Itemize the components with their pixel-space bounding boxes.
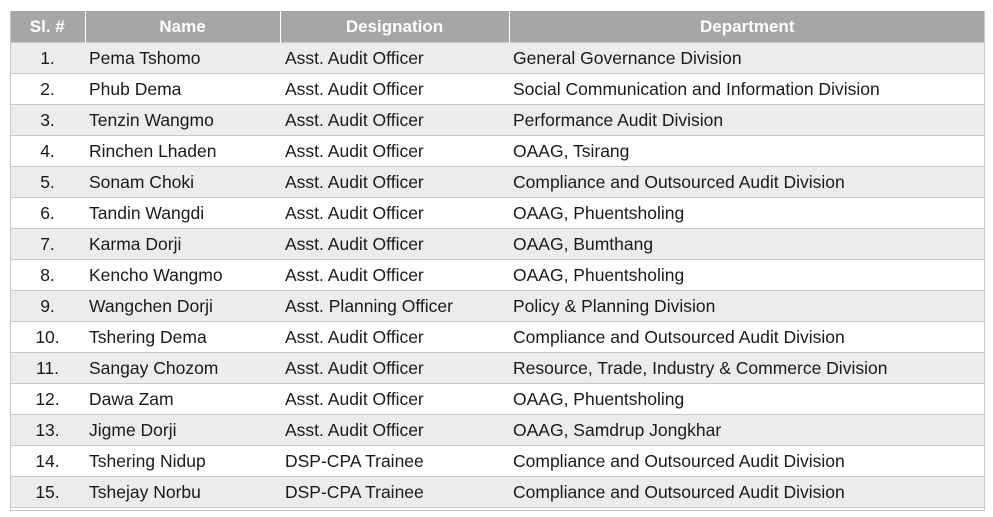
- cell-name: Tandin Wangdi: [85, 198, 280, 229]
- cell-sl: 3.: [10, 105, 85, 136]
- cell-designation: Asst. Audit Officer: [280, 167, 509, 198]
- header-designation: Designation: [280, 11, 509, 43]
- cell-name: Kencho Wangmo: [85, 260, 280, 291]
- cell-designation: Asst. Audit Officer: [280, 384, 509, 415]
- cell-department: Social Communication and Information Division: [509, 74, 985, 105]
- cell-sl: 6.: [10, 198, 85, 229]
- cell-sl: 12.: [10, 384, 85, 415]
- table-row: [10, 415, 985, 446]
- table-row: [10, 167, 985, 198]
- cell-sl: 9.: [10, 291, 85, 322]
- cell-department: Performance Audit Division: [509, 105, 985, 136]
- cell-sl: 13.: [10, 415, 85, 446]
- cell-designation: Asst. Audit Officer: [280, 322, 509, 353]
- cell-department: OAAG, Phuentsholing: [509, 198, 985, 229]
- cell-name: Tshering Nidup: [85, 446, 280, 477]
- cell-department: OAAG, Phuentsholing: [509, 384, 985, 415]
- cell-designation: Asst. Audit Officer: [280, 43, 509, 74]
- cell-sl: 8.: [10, 260, 85, 291]
- table-row: [10, 43, 985, 74]
- table-row: [10, 322, 985, 353]
- cell-department: Policy & Planning Division: [509, 291, 985, 322]
- cell-name: Tshering Dema: [85, 322, 280, 353]
- header-sl: Sl. #: [10, 11, 85, 43]
- cell-name: Wangchen Dorji: [85, 291, 280, 322]
- table-row: [10, 291, 985, 322]
- cell-name: Rinchen Lhaden: [85, 136, 280, 167]
- cell-designation: Asst. Planning Officer: [280, 291, 509, 322]
- table-row: [10, 74, 985, 105]
- cell-department: Compliance and Outsourced Audit Division: [509, 167, 985, 198]
- cell-designation: Asst. Audit Officer: [280, 353, 509, 384]
- cell-designation: DSP-CPA Trainee: [280, 477, 509, 508]
- cell-name: Dawa Zam: [85, 384, 280, 415]
- header-name: Name: [85, 11, 280, 43]
- header-department: Department: [509, 11, 985, 43]
- cell-name: Tenzin Wangmo: [85, 105, 280, 136]
- table-row: [10, 105, 985, 136]
- cell-sl: 7.: [10, 229, 85, 260]
- table-row: [10, 229, 985, 260]
- table-row: [10, 384, 985, 415]
- cell-name: Sangay Chozom: [85, 353, 280, 384]
- table-row: [10, 198, 985, 229]
- cell-designation: Asst. Audit Officer: [280, 136, 509, 167]
- table-body: [10, 43, 985, 508]
- cell-name: Sonam Choki: [85, 167, 280, 198]
- cell-designation: Asst. Audit Officer: [280, 260, 509, 291]
- table-row: [10, 477, 985, 508]
- cell-department: Compliance and Outsourced Audit Division: [509, 322, 985, 353]
- cell-name: Pema Tshomo: [85, 43, 280, 74]
- cell-designation: Asst. Audit Officer: [280, 415, 509, 446]
- cell-department: OAAG, Tsirang: [509, 136, 985, 167]
- table-header-row: [10, 11, 985, 43]
- staff-table-container: [10, 11, 985, 508]
- cell-designation: Asst. Audit Officer: [280, 229, 509, 260]
- cell-designation: DSP-CPA Trainee: [280, 446, 509, 477]
- cell-department: OAAG, Bumthang: [509, 229, 985, 260]
- cell-name: Phub Dema: [85, 74, 280, 105]
- cell-department: General Governance Division: [509, 43, 985, 74]
- cell-sl: 4.: [10, 136, 85, 167]
- cell-sl: 2.: [10, 74, 85, 105]
- cell-sl: 5.: [10, 167, 85, 198]
- table-row: [10, 446, 985, 477]
- cell-designation: Asst. Audit Officer: [280, 74, 509, 105]
- cell-department: Resource, Trade, Industry & Commerce Division: [509, 353, 985, 384]
- table-row: [10, 260, 985, 291]
- cell-name: Tshejay Norbu: [85, 477, 280, 508]
- cell-sl: 15.: [10, 477, 85, 508]
- staff-table: [10, 11, 985, 508]
- cell-sl: 14.: [10, 446, 85, 477]
- cell-designation: Asst. Audit Officer: [280, 198, 509, 229]
- cell-sl: 11.: [10, 353, 85, 384]
- cell-department: OAAG, Phuentsholing: [509, 260, 985, 291]
- cell-sl: 1.: [10, 43, 85, 74]
- cell-sl: 10.: [10, 322, 85, 353]
- table-row: [10, 136, 985, 167]
- cell-department: Compliance and Outsourced Audit Division: [509, 477, 985, 508]
- cell-department: OAAG, Samdrup Jongkhar: [509, 415, 985, 446]
- cell-name: Jigme Dorji: [85, 415, 280, 446]
- table-row: [10, 353, 985, 384]
- cell-name: Karma Dorji: [85, 229, 280, 260]
- cell-department: Compliance and Outsourced Audit Division: [509, 446, 985, 477]
- cell-designation: Asst. Audit Officer: [280, 105, 509, 136]
